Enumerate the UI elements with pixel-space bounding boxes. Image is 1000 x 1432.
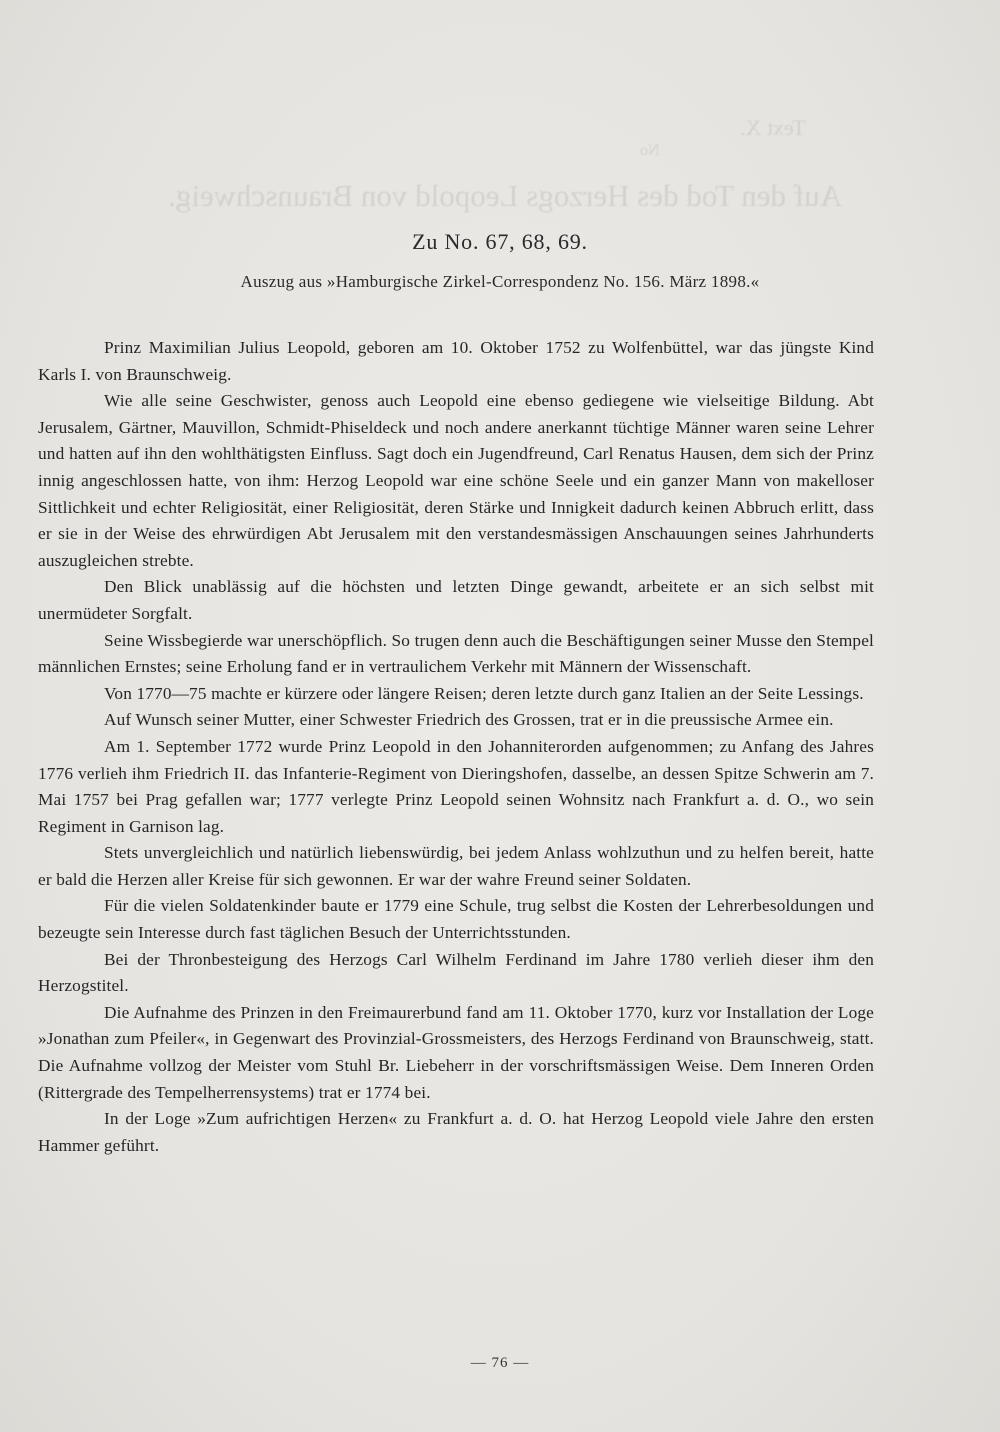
paragraph: Wie alle seine Geschwister, genoss auch Leopold eine ebenso gediegene wie vielseitige Bildung. Abt Jerusalem, Gärtner, Mauvillon, Schmidt-Phiseldeck und noch andere anerkannt tüchtige Männer waren seine Lehrer und hatten auf ihn den wohlthätigsten Einfluss. Sagt doch ein Jugendfreund, Carl Renatus Hausen, dem sich der Prinz innig angeschlossen hatte, von ihm: Herzog Leopold war eine schöne Seele und ein ganzer Mann von makelloser Sittlichkeit und echter Religiosität, einer Religiosität, deren Stärke und Innigkeit dadurch keinen Abbruch erlitt, dass er sie in der Weise des ehrwürdigen Abt Jerusalem mit den verstandesmässigen Anschauungen seines Jahrhunderts auszugleichen strebte. xyxy=(38,391,874,570)
bleed-through-number: No xyxy=(640,142,660,159)
paragraph: In der Loge »Zum aufrichtigen Herzen« zu Frankfurt a. d. O. hat Herzog Leopold viele Jahre den ersten Hammer geführt. xyxy=(38,1109,874,1155)
paragraph: Prinz Maximilian Julius Leopold, geboren am 10. Oktober 1752 zu Wolfenbüttel, war das jüngste Kind Karls I. von Braunschweig. xyxy=(38,338,874,384)
paragraph: Stets unvergleichlich und natürlich liebenswürdig, bei jedem Anlass wohlzuthun und zu helfen bereit, hatte er bald die Herzen aller Kreise für sich gewonnen. Er war der wahre Freund seiner Soldaten. xyxy=(38,843,874,889)
paragraph: Bei der Thronbesteigung des Herzogs Carl Wilhelm Ferdinand im Jahre 1780 verlieh dieser ihm den Herzogstitel. xyxy=(38,949,874,996)
bleed-through-label: Text X. xyxy=(740,115,806,140)
paragraph: Die Aufnahme des Prinzen in den Freimaurerbund fand am 11. Oktober 1770, kurz vor Installation der Loge »Jonathan zum Pfeiler«, in Gegenwart des Provinzial-Grossmeisters, des Herzogs Ferdinand von Braunschweig, statt. Die Aufnahme vollzog der Meister vom Stuhl Br. Liebeherr in der vorschriftsmässigen Weise. Dem Inneren Orden (Rittergrade des Tempelherrensystems) trat er 1774 bei. xyxy=(38,1002,874,1102)
paragraph: Auf Wunsch seiner Mutter, einer Schwester Friedrich des Grossen, trat er in die preussische Armee ein. xyxy=(104,710,834,730)
paragraph: Am 1. September 1772 wurde Prinz Leopold in den Johanniterorden aufgenommen; zu Anfang des Jahres 1776 verlieh ihm Friedrich II. das Infanterie-Regiment von Dieringshofen, dasselbe, an dessen Spitze Schwerin am 7. Mai 1757 bei Prag gefallen war; 1777 verlegte Prinz Leopold seinen Wohnsitz nach Frankfurt a. d. O., wo sein Regiment in Garnison lag. xyxy=(38,736,874,836)
paragraph: Seine Wissbegierde war unerschöpflich. So trugen denn auch die Beschäftigungen seiner Musse den Stempel männlichen Ernstes; seine Erholung fand er in vertraulichem Verkehr mit Männern der Wissenschaft. xyxy=(38,630,874,677)
body-text xyxy=(38,335,874,1159)
paragraph: Von 1770—75 machte er kürzere oder längere Reisen; deren letzte durch ganz Italien an der Seite Lessings. xyxy=(104,683,864,703)
page-heading: Zu No. 67, 68, 69. xyxy=(412,229,588,254)
page-subheading: Auszug aus »Hamburgische Zirkel-Correspondenz No. 156. März 1898.« xyxy=(240,272,760,291)
paragraph: Den Blick unablässig auf die höchsten und letzten Dinge gewandt, arbeitete er an sich selbst mit unermüdeter Sorgfalt. xyxy=(38,577,874,623)
bleed-through-title: Auf den Tod des Herzogs Leopold von Braunschweig. xyxy=(168,178,842,213)
paragraph: Für die vielen Soldatenkinder baute er 1779 eine Schule, trug selbst die Kosten der Lehrerbesoldungen und bezeugte sein Interesse durch fast täglichen Besuch der Unterrichtsstunden. xyxy=(38,896,874,943)
page-number: — 76 — xyxy=(470,1355,530,1371)
